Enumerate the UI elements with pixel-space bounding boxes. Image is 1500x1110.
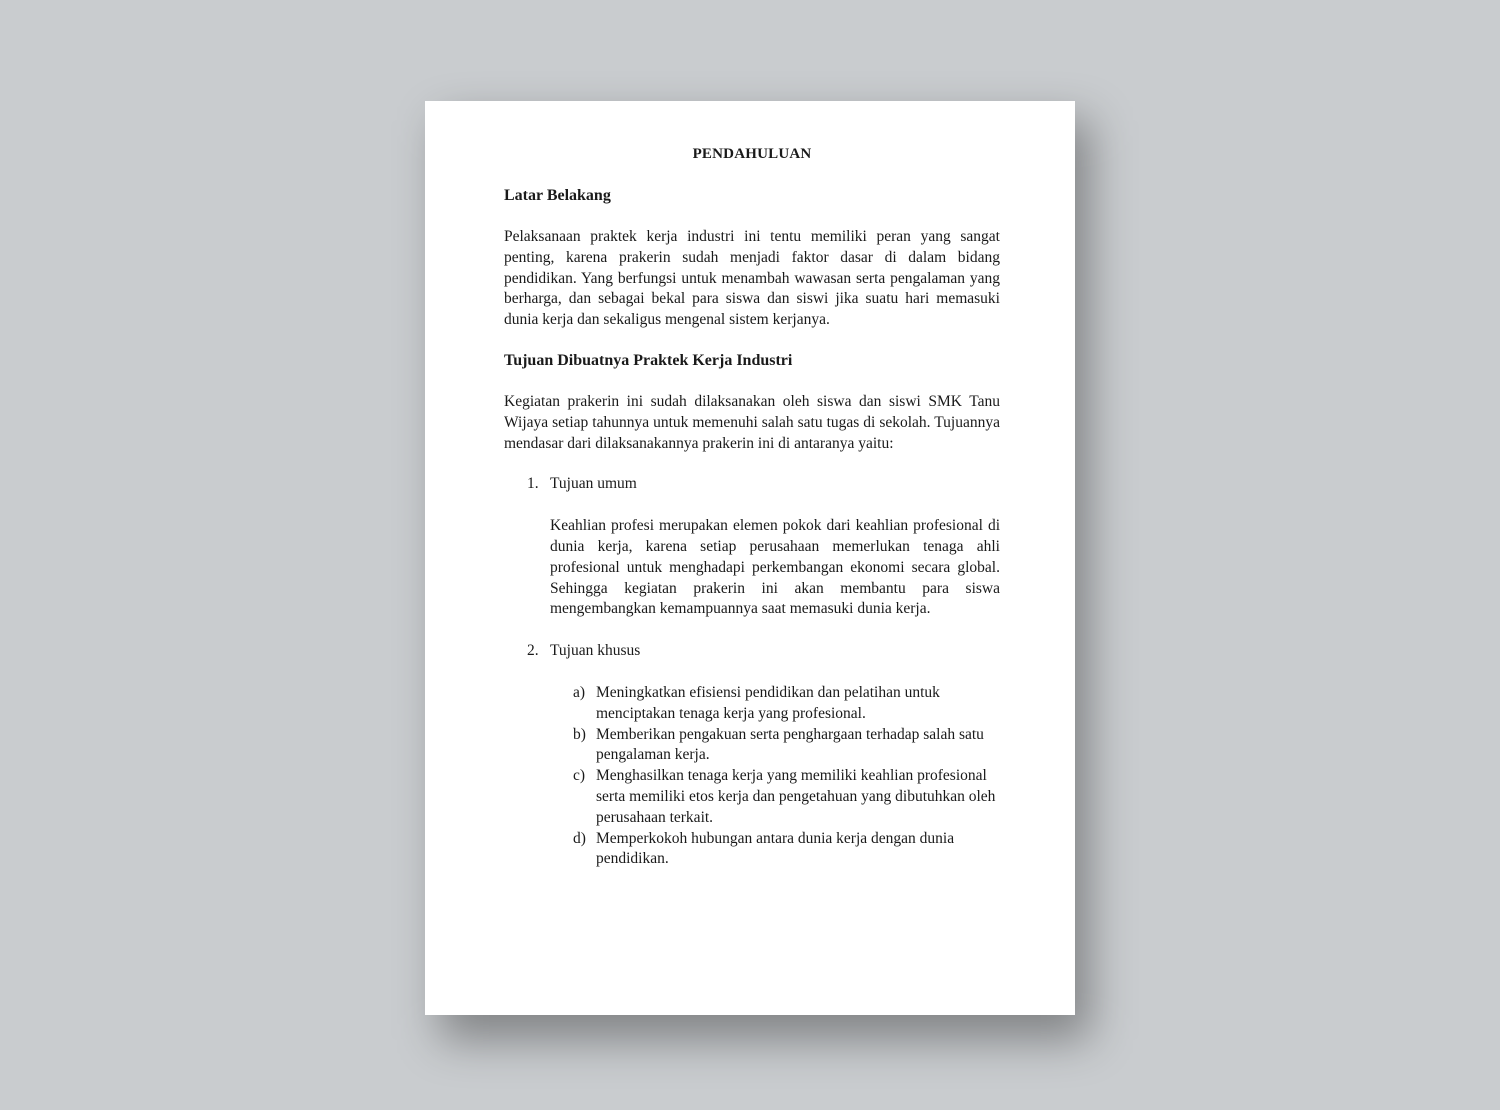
goal-number: 1.: [527, 475, 539, 493]
list-item-text: Memperkokoh hubungan antara dunia kerja dengan dunia pendidikan.: [596, 829, 955, 868]
list-item-text: Meningkatkan efisiensi pendidikan dan pelatihan untuk menciptakan tenaga kerja yang profesional.: [596, 683, 940, 722]
section-paragraph-tujuan: Kegiatan prakerin ini sudah dilaksanakan oleh siswa dan siswi SMK Tanu Wijaya setiap tahunnya untuk memenuhi salah satu tugas di sekolah. Tujuannya mendasar dari dilaksanakannya prakerin ini di antaranya yaitu:: [504, 392, 1000, 452]
list-marker: c): [573, 767, 586, 785]
list-item: [550, 766, 1000, 828]
document-page: [425, 101, 1075, 1015]
list-item-text: Memberikan pengakuan serta penghargaan terhadap salah satu pengalaman kerja.: [596, 725, 984, 764]
goal-body: Keahlian profesi merupakan elemen pokok dari keahlian profesional di dunia kerja, karena setiap perusahaan memerlukan tenaga ahli profesional untuk menghadapi perkembangan ekonomi secara global. Sehingga kegiatan prakerin ini akan membantu para siswa mengembangkan kemampuannya saat memasuki dunia kerja.: [550, 517, 1000, 618]
specific-goals-list: [550, 683, 1000, 870]
list-marker: b): [573, 725, 586, 743]
goal-number: 2.: [527, 642, 539, 660]
goal-item-umum: [504, 474, 1000, 620]
list-item: [550, 725, 1000, 767]
goals-list: [504, 474, 1000, 870]
list-item-text: Menghasilkan tenaga kerja yang memiliki keahlian profesional serta memiliki etos kerja dan pengetahuan yang dibutuhkan oleh perusahaan terkait.: [596, 767, 996, 826]
list-marker: d): [573, 829, 586, 847]
section-paragraph-latar-belakang: Pelaksanaan praktek kerja industri ini tentu memiliki peran yang sangat penting, karena prakerin sudah menjadi faktor dasar di dalam bidang pendidikan. Yang berfungsi untuk menambah wawasan serta pengalaman yang berharga, dan sebagai bekal para siswa dan siswi jika suatu hari memasuki dunia kerja dan sekaligus mengenal sistem kerjanya.: [504, 228, 1000, 329]
goal-title: Tujuan khusus: [550, 642, 641, 660]
list-item: [550, 829, 1000, 871]
goal-title: Tujuan umum: [550, 475, 637, 493]
list-item: [550, 683, 1000, 725]
section-heading-latar-belakang: Latar Belakang: [504, 187, 611, 204]
goal-item-khusus: [504, 641, 1000, 870]
document-title: PENDAHULUAN: [692, 146, 812, 162]
list-marker: a): [573, 683, 586, 701]
section-heading-tujuan: Tujuan Dibuatnya Praktek Kerja Industri: [504, 351, 793, 369]
